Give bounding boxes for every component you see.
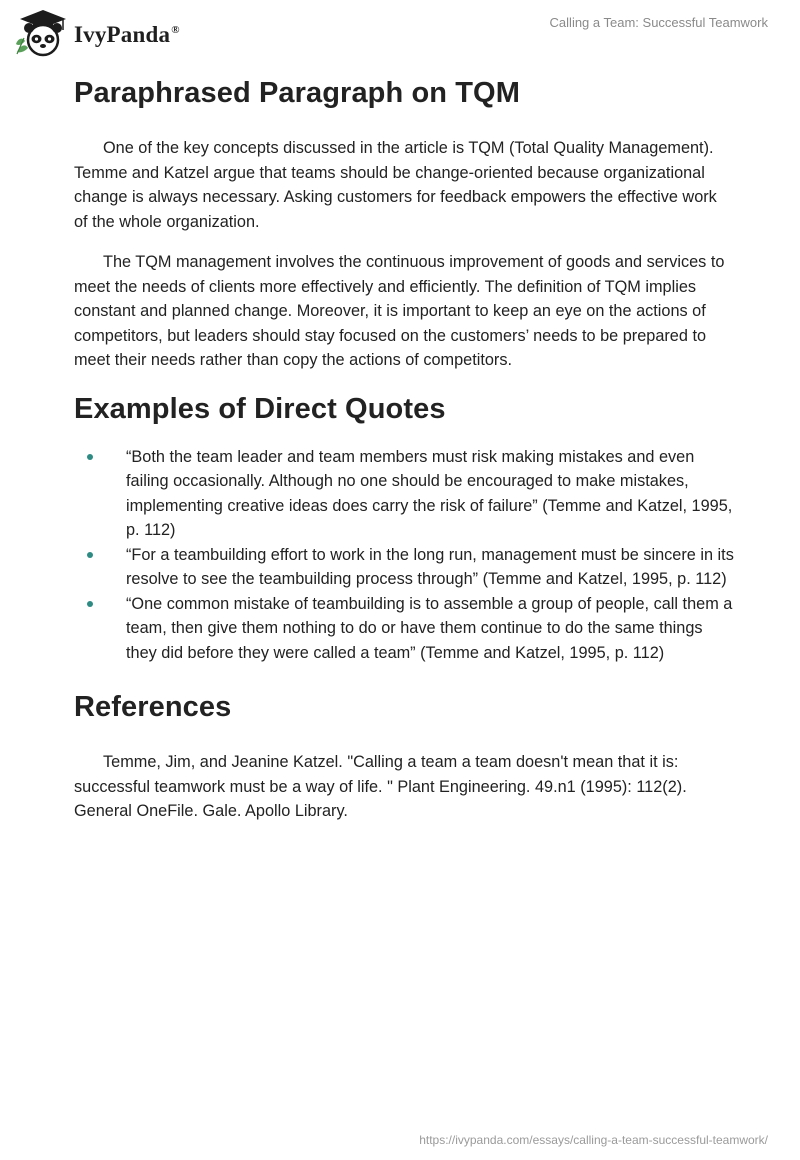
brand-name: IvyPanda® — [74, 22, 180, 47]
quote-text: “Both the team leader and team members must risk making mistakes and even failing occasionally. Although no one should be encouraged to make mistakes, implementing creative ideas does carry the risk of failure” (Temme and Katzel, 1995, p. 112) — [126, 447, 733, 539]
paraphrase-paragraph-1: One of the key concepts discussed in the article is TQM (Total Quality Management). Temme and Katzel argue that teams should be change-oriented because organizational change is always necessary. Asking customers for feedback empowers the effective work of the whole organization. — [74, 139, 717, 231]
reference-entry: Temme, Jim, and Jeanine Katzel. "Calling a team a team doesn't mean that it is: successful teamwork must be a way of life. " Plant Engineering. 49.n1 (1995): 112(2). General OneFile. Gale. Apollo Library. — [74, 753, 687, 820]
quote-text: “For a teambuilding effort to work in the long run, management must be sincere in its resolve to see the teambuilding process through” (Temme and Katzel, 1995, p. 112) — [126, 545, 734, 588]
section-heading-tqm: Paraphrased Paragraph on TQM — [74, 77, 520, 109]
document-title: Calling a Team: Successful Teamwork — [549, 15, 768, 30]
brand-logo-link[interactable] — [14, 8, 180, 58]
bullet-dot-icon — [87, 454, 93, 460]
list-item — [74, 445, 736, 543]
quote-text: “One common mistake of teambuilding is to assemble a group of people, call them a team, then give them nothing to do or have them continue to do the same things they did before they were called a team” (Temme and Katzel, 1995, p. 112) — [126, 594, 733, 662]
section-heading-quotes: Examples of Direct Quotes — [74, 392, 446, 425]
bullet-dot-icon — [87, 552, 93, 558]
bullet-dot-icon — [87, 601, 93, 607]
section-heading-references: References — [74, 691, 232, 723]
panda-logo-icon — [14, 8, 72, 58]
quotes-list — [74, 445, 734, 666]
page-header — [0, 0, 800, 64]
list-item — [74, 592, 736, 666]
essay-content — [74, 72, 734, 824]
list-item — [74, 543, 736, 592]
paraphrase-paragraph-2: The TQM management involves the continuous improvement of goods and services to meet the needs of clients more effectively and efficiently. The definition of TQM implies constant and planned change. Moreover, it is important to keep an eye on the actions of competitors, but leaders should stay focused on the customers’ needs to be prepared to meet their needs rather than copy the actions of competitors. — [74, 253, 725, 369]
source-url-link[interactable]: https://ivypanda.com/essays/calling-a-team-successful-teamwork/ — [419, 1133, 768, 1147]
registered-mark: ® — [171, 24, 180, 36]
